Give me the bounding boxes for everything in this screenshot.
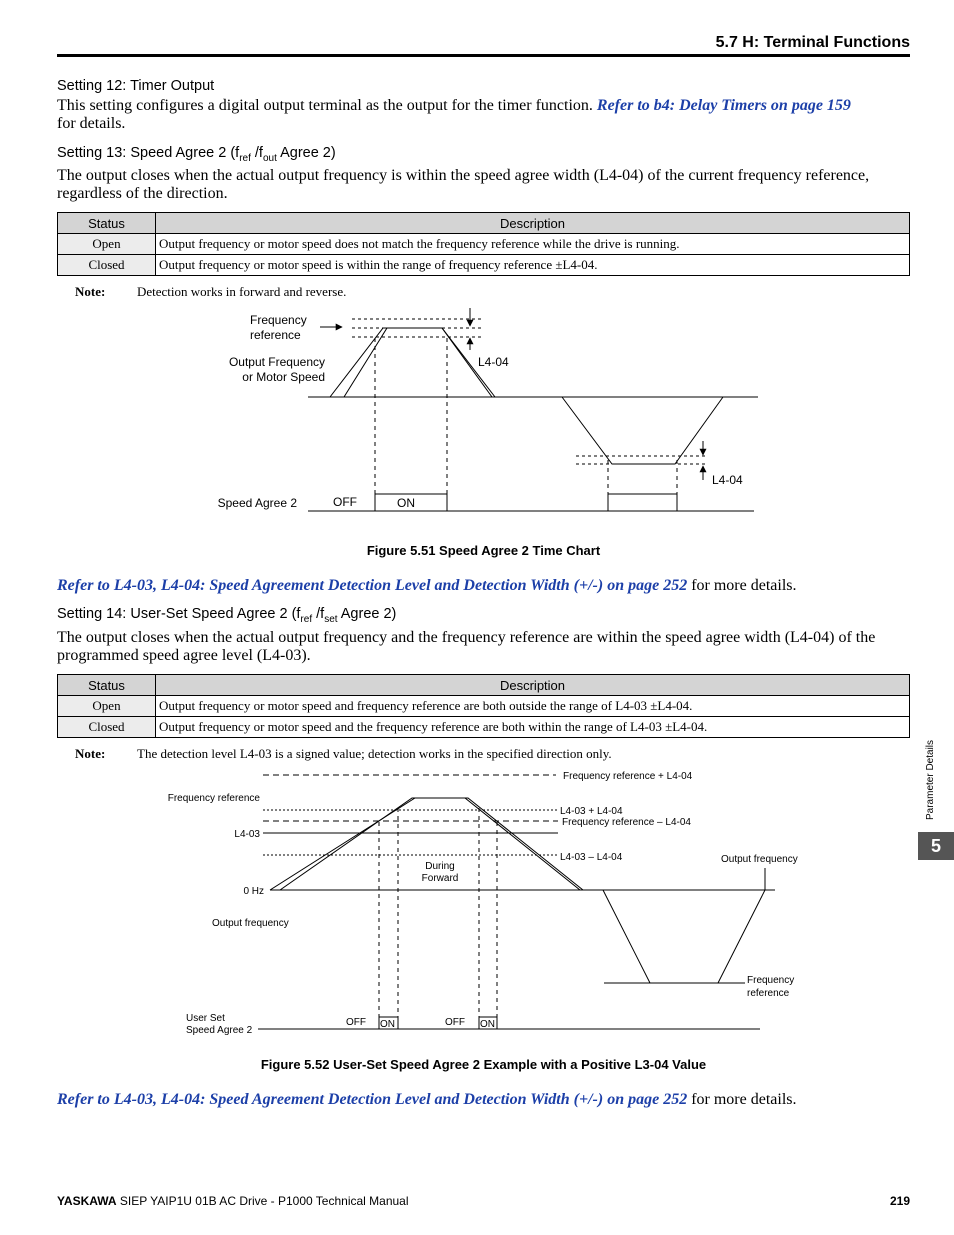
- fig52-freq-ref-label: Frequency reference: [167, 793, 260, 804]
- fig51-out-freq-label-1: Output Frequency: [228, 355, 325, 369]
- fig52-l403-minus-label: L4-03 – L4-04: [560, 852, 623, 863]
- l4-03-l4-04-link[interactable]: Refer to L4-03, L4-04: Speed Agreement Detection Level and Detection Width (+/-) on page 252: [57, 577, 688, 594]
- fig52-out-freq-right-label: Output frequency: [721, 854, 798, 865]
- fig51-freq-ref-label-2: reference: [250, 328, 301, 342]
- fig51-off-label: OFF: [333, 495, 357, 509]
- fig51-speed-agree-label: Speed Agree 2: [217, 496, 297, 510]
- header-rule: [57, 54, 910, 57]
- table-row: [58, 255, 910, 276]
- fig52-off-label-2: OFF: [445, 1017, 465, 1028]
- fig52-user-set-label-1: User Set: [186, 1013, 225, 1024]
- description-cell: Output frequency or motor speed is within the range of frequency reference ±L4-04.: [156, 255, 910, 276]
- description-cell: Output frequency or motor speed and the frequency reference are both within the range of L4-03 ±L4-04.: [156, 717, 910, 738]
- fig52-l403-label: L4-03: [234, 829, 260, 840]
- table-row: [58, 696, 910, 717]
- fig52-on-label-2: ON: [480, 1019, 495, 1030]
- setting-13-body: The output closes when the actual output frequency is within the speed agree width (L4-04) of the current frequency reference, regardless of the direction.: [57, 167, 870, 202]
- fig51-l404-bottom-label: L4-04: [712, 473, 743, 487]
- status-cell: Open: [58, 234, 156, 255]
- setting-14-refer: Refer to L4-03, L4-04: Speed Agreement Detection Level and Detection Width (+/-) on page 252 for more details.: [57, 1091, 797, 1108]
- footer-manual: [57, 1194, 409, 1208]
- fig52-during-label-1: During: [425, 861, 455, 872]
- setting-13-heading: Setting 13: Speed Agree 2 ($f_{ref}$ $/f_{out}$ Agree 2): [57, 145, 336, 164]
- b4-delay-timers-link[interactable]: Refer to b4: Delay Timers on page 159: [596, 97, 851, 114]
- fig52-out-freq-left-label: Output frequency: [212, 918, 289, 929]
- fig52-user-set-label-2: Speed Agree 2: [186, 1025, 253, 1036]
- table-header-description: Description: [156, 213, 910, 234]
- fig52-freq-ref-right-label-1: Frequency: [747, 975, 795, 986]
- chapter-tab[interactable]: 5: [918, 832, 954, 860]
- description-cell: Output frequency or motor speed does not match the frequency reference while the drive is running.: [156, 234, 910, 255]
- table-row: [58, 234, 910, 255]
- setting-12-tail: for details.: [57, 115, 126, 132]
- fig52-during-label-2: Forward: [421, 873, 459, 884]
- setting-12-body: [57, 97, 910, 133]
- footer-brand: YASKAWA: [57, 1194, 117, 1208]
- side-section-label: Parameter Details: [925, 739, 936, 820]
- page-number: 219: [889, 1194, 910, 1208]
- fig52-zero-hz-label: 0 Hz: [243, 886, 264, 897]
- setting-13-table: [57, 212, 910, 276]
- section-header: 5.7 H: Terminal Functions: [715, 34, 910, 51]
- status-cell: Open: [58, 696, 156, 717]
- status-cell: Closed: [58, 717, 156, 738]
- figure-user-set-speed-agree-2-chart: [0, 762, 954, 1047]
- table-row: [58, 717, 910, 738]
- table-header-status: Status: [58, 675, 156, 696]
- fig52-off-label-1: OFF: [346, 1017, 366, 1028]
- setting-13-refer: Refer to L4-03, L4-04: Speed Agreement Detection Level and Detection Width (+/-) on page 252 for more details.: [57, 577, 797, 594]
- table-header-description: Description: [156, 675, 910, 696]
- figure-5-52-caption: Figure 5.52 User-Set Speed Agree 2 Example with a Positive L3-04 Value: [260, 1057, 707, 1072]
- setting-12-heading: Setting 12: Timer Output: [57, 78, 215, 94]
- fig51-on-label: ON: [397, 496, 415, 510]
- fig51-l404-top-label: L4-04: [478, 355, 509, 369]
- setting-14-heading: Setting 14: User-Set Speed Agree 2 ($f_{ref}$ $/f_{set}$ Agree 2): [57, 606, 397, 625]
- note-text: Detection works in forward and reverse.: [137, 284, 347, 299]
- setting-14-table: [57, 674, 910, 738]
- fig52-fr-minus-label: Frequency reference – L4-04: [562, 817, 691, 828]
- figure-5-51-caption: Figure 5.51 Speed Agree 2 Time Chart: [366, 543, 601, 558]
- footer-manual-title: SIEP YAIP1U 01B AC Drive - P1000 Technical Manual: [116, 1194, 409, 1208]
- fig51-out-freq-label-2: or Motor Speed: [242, 370, 325, 384]
- fig51-freq-ref-label-1: Frequency: [250, 313, 307, 327]
- fig52-freq-ref-right-label-2: reference: [747, 988, 790, 999]
- figure-speed-agree-2-chart: [0, 300, 954, 525]
- note-label: Note:: [75, 284, 106, 299]
- table-header-status: Status: [58, 213, 156, 234]
- description-cell: Output frequency or motor speed and frequency reference are both outside the range of L4-03 ±L4-04.: [156, 696, 910, 717]
- status-cell: Closed: [58, 255, 156, 276]
- fig52-on-label-1: ON: [380, 1019, 395, 1030]
- setting-14-body: The output closes when the actual output frequency and the frequency reference are within the speed agree width (L4-04) of the programmed speed agree level (L4-03).: [57, 629, 876, 664]
- fig52-fr-plus-label: Frequency reference + L4-04: [563, 771, 693, 782]
- setting-12-text: This setting configures a digital output terminal as the output for the timer function.: [57, 97, 597, 114]
- fig52-l403-plus-label: L4-03 + L4-04: [560, 806, 623, 817]
- l4-03-l4-04-link[interactable]: Refer to L4-03, L4-04: Speed Agreement Detection Level and Detection Width (+/-) on page 252: [57, 1091, 688, 1108]
- note-text: The detection level L4-03 is a signed value; detection works in the specified direction only.: [137, 746, 612, 761]
- note-label: Note:: [75, 746, 106, 761]
